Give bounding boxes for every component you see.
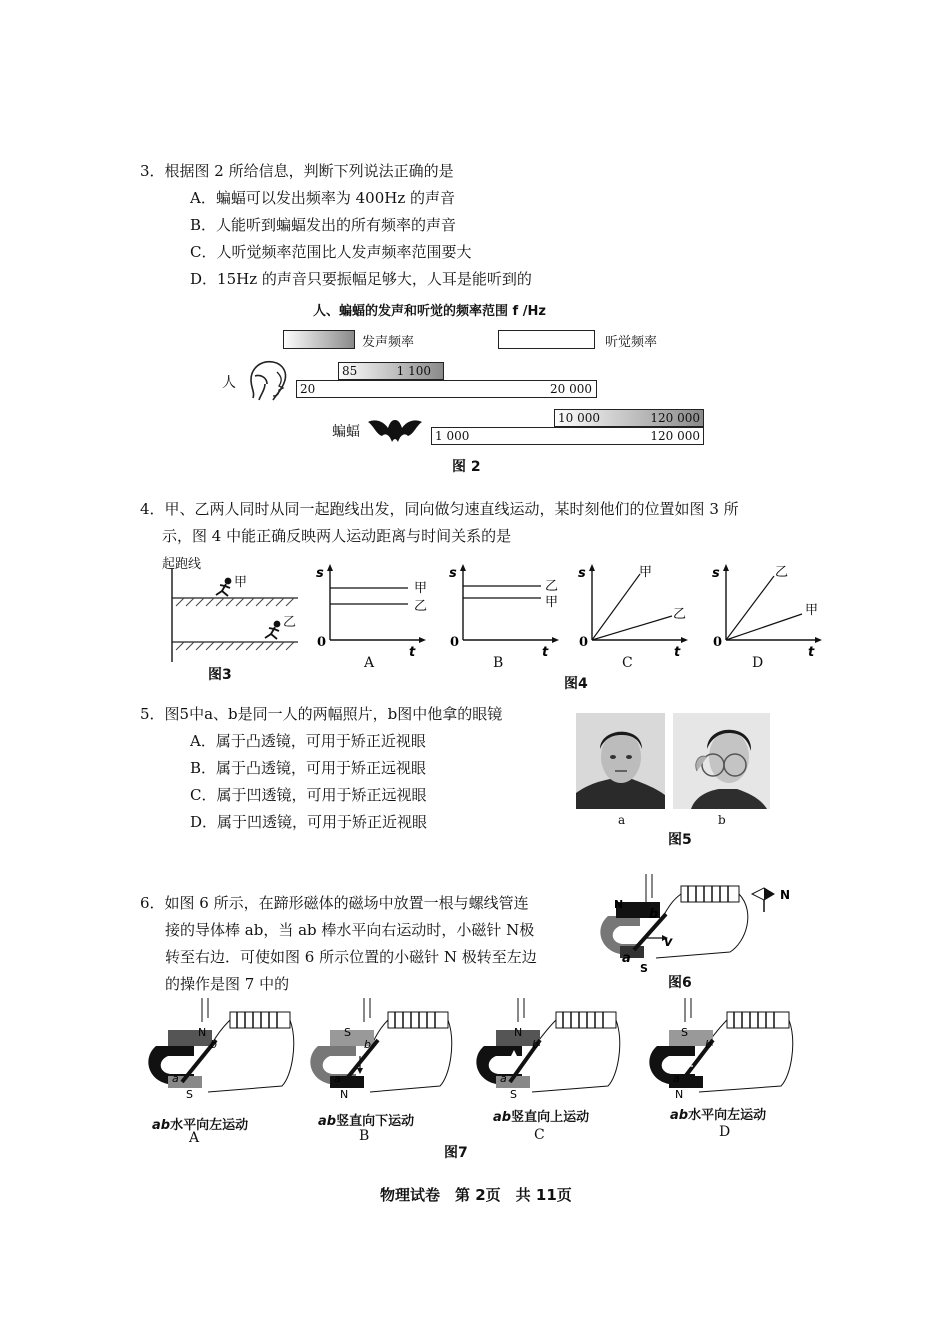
graph-c-letter: C	[622, 655, 633, 671]
fig7-setup-d	[643, 996, 803, 1100]
graph-b-origin: 0	[450, 635, 460, 650]
fig6-velocity: v	[664, 935, 673, 950]
fig7-b-desc	[318, 1110, 414, 1129]
bat-emit-min: 10 000	[558, 411, 600, 425]
fig7-b-desc-text: 竖直向下运动	[336, 1114, 415, 1129]
fig7-a-desc-ab: ab	[152, 1118, 171, 1133]
graph-c-origin: 0	[579, 635, 589, 650]
fig6-rod-b: b	[649, 907, 659, 922]
fig7-a-pole-s: S	[186, 1088, 193, 1100]
graph-d-upper-label: 乙	[775, 565, 789, 580]
legend-hear-label: 听觉频率	[605, 335, 658, 350]
photo-a	[576, 713, 665, 809]
human-emit-bar	[338, 362, 444, 380]
graph-c-axis-s: s	[578, 566, 586, 581]
q6-stem-line4: 的操作是图 7 中的	[165, 975, 290, 993]
fig7-setup-b	[304, 996, 464, 1100]
graph-d-line-shallow	[726, 614, 802, 640]
graph-c-lower-label: 乙	[673, 607, 687, 622]
fig7-caption: 图7	[444, 1145, 468, 1161]
graph-d	[706, 562, 826, 662]
graph-a-axis-t: t	[409, 645, 416, 660]
fig6-caption: 图6	[668, 975, 692, 991]
bat-hear-bar	[431, 427, 704, 445]
q5-option-a: A．属于凸透镜，可用于矫正近视眼	[190, 732, 426, 750]
fig7-a-desc	[152, 1114, 248, 1133]
q6-stem-line3: 转至右边．可使如图 6 所示位置的小磁针 N 极转至左边	[165, 948, 537, 966]
graph-c-axis-t: t	[674, 645, 681, 660]
q3-option-a: A．蝙蝠可以发出频率为 400Hz 的声音	[190, 189, 455, 207]
bat-hear-min: 1 000	[435, 429, 470, 443]
graph-b-axis-s: s	[449, 566, 457, 581]
fig7-setup-a	[142, 996, 302, 1100]
fig7-d-pole-s: S	[681, 1026, 688, 1039]
fig3-track	[160, 566, 300, 666]
q5-option-c: C．属于凹透镜，可用于矫正远视眼	[190, 786, 427, 804]
fig7-setup-c	[470, 996, 630, 1100]
fig7-d-rod-a: a	[673, 1072, 680, 1085]
fig7-d-letter: D	[719, 1124, 731, 1140]
fig3-start-label: 起跑线	[162, 557, 202, 572]
graph-b-axis-t: t	[542, 645, 549, 660]
q4-stem-line1: 4．甲、乙两人同时从同一起跑线出发，同向做匀速直线运动，某时刻他们的位置如图 3 所	[140, 500, 739, 518]
fig7-a-pole-n: N	[198, 1026, 207, 1039]
fig3-yi: 乙	[283, 615, 297, 630]
fig7-d-rod-b: b	[705, 1038, 712, 1051]
human-hear-max: 20 000	[550, 382, 592, 396]
q5-stem: 5．图5中a、b是同一人的两幅照片，b图中他拿的眼镜	[140, 705, 503, 723]
fig7-d-pole-n: N	[675, 1088, 684, 1100]
q3-stem: 3．根据图 2 所给信息，判断下列说法正确的是	[140, 162, 454, 180]
fig7-b-desc-ab: ab	[318, 1114, 337, 1129]
fig7-c-desc-ab: ab	[493, 1110, 512, 1125]
human-label: 人	[222, 375, 236, 391]
fig7-c-pole-s: S	[510, 1088, 517, 1100]
human-hear-bar	[296, 380, 597, 398]
graph-c	[572, 562, 692, 662]
photo-b-label: b	[718, 813, 726, 827]
fig7-c-rod-b: b	[532, 1038, 539, 1051]
bat-emit-max: 120 000	[650, 411, 700, 425]
graph-d-origin: 0	[713, 635, 723, 650]
fig6-compass-n: N	[780, 888, 791, 902]
legend-emit-swatch	[283, 330, 355, 349]
q4-stem-line2: 示，图 4 中能正确反映两人运动距离与时间关系的是	[162, 527, 512, 545]
q3-option-c: C．人听觉频率范围比人发声频率范围要大	[190, 243, 472, 261]
human-emit-max: 1 100	[396, 364, 431, 378]
fig7-b-letter: B	[359, 1128, 370, 1144]
fig7-c-pole-n: N	[514, 1026, 523, 1039]
legend-emit-label: 发声频率	[362, 335, 415, 350]
human-emit-min: 85	[342, 364, 358, 378]
fig7-c-rod-a: a	[500, 1072, 507, 1085]
graph-b-upper-label: 乙	[545, 579, 559, 594]
graph-c-upper-label: 甲	[639, 565, 653, 580]
graph-c-line-steep	[592, 574, 640, 640]
bat-hear-max: 120 000	[650, 429, 700, 443]
fig2-title: 人、蝙蝠的发声和听觉的频率范围 f /Hz	[313, 304, 546, 319]
bat-emit-bar	[554, 409, 704, 427]
fig3-jia: 甲	[234, 575, 248, 590]
fig7-b-rod-b: b	[364, 1038, 371, 1051]
graph-c-line-shallow	[592, 616, 672, 640]
fig7-b-pole-n: N	[340, 1088, 349, 1100]
fig7-d-desc-text: 水平向左运动	[688, 1108, 767, 1123]
fig6-pole-n: N	[614, 898, 624, 911]
fig2-caption: 图 2	[452, 459, 481, 475]
q5-option-d: D．属于凹透镜，可用于矫正近视眼	[190, 813, 428, 831]
fig6-pole-s: S	[640, 962, 648, 974]
graph-a-letter: A	[364, 655, 375, 671]
fig4-caption: 图4	[564, 676, 588, 692]
graph-d-axis-t: t	[808, 645, 815, 660]
q6-stem-line1: 6．如图 6 所示，在蹄形磁体的磁场中放置一根与螺线管连	[140, 894, 529, 912]
fig6-setup	[596, 872, 796, 974]
fig7-a-desc-text: 水平向左运动	[170, 1118, 249, 1133]
graph-a-axis-s: s	[316, 566, 324, 581]
fig7-c-letter: C	[534, 1127, 545, 1143]
fig7-a-rod-a: a	[172, 1072, 179, 1085]
fig7-b-rod-a: a	[334, 1072, 341, 1085]
photo-b	[673, 713, 770, 809]
fig7-c-desc-text: 竖直向上运动	[511, 1110, 590, 1125]
q6-stem-line2: 接的导体棒 ab，当 ab 棒水平向右运动时，小磁针 N极	[165, 921, 535, 939]
graph-b-lower-label: 甲	[545, 595, 559, 610]
q3-option-d: D．15Hz 的声音只要振幅足够大，人耳是能听到的	[190, 270, 532, 288]
fig7-d-desc-ab: ab	[670, 1108, 689, 1123]
fig7-b-pole-s: S	[344, 1026, 351, 1039]
q3-option-b: B．人能听到蝙蝠发出的所有频率的声音	[190, 216, 457, 234]
photo-a-label: a	[618, 813, 626, 827]
graph-a-upper-label: 甲	[414, 581, 428, 596]
page-footer: 物理试卷 第 2页 共 11页	[380, 1186, 572, 1204]
fig7-c-desc	[493, 1106, 589, 1125]
runner-yi-icon	[265, 622, 280, 640]
fig7-a-letter: A	[189, 1130, 200, 1146]
legend-hear-swatch	[498, 330, 595, 349]
graph-d-axis-s: s	[712, 566, 720, 581]
graph-a-lower-label: 乙	[414, 599, 428, 614]
fig6-rod-a: a	[622, 951, 631, 966]
graph-b-letter: B	[493, 655, 504, 671]
q5-option-b: B．属于凸透镜，可用于矫正远视眼	[190, 759, 427, 777]
fig5-caption: 图5	[668, 832, 692, 848]
fig7-d-desc	[670, 1104, 766, 1123]
bat-label: 蝙蝠	[332, 424, 360, 440]
fig7-a-rod-b: b	[210, 1038, 217, 1051]
graph-a	[310, 562, 430, 662]
human-hear-min: 20	[300, 382, 316, 396]
fig3-caption: 图3	[208, 667, 232, 683]
runner-jia-icon	[216, 579, 231, 597]
bat-icon	[366, 410, 424, 444]
graph-d-letter: D	[752, 655, 764, 671]
graph-d-line-steep	[726, 576, 774, 640]
graph-a-origin: 0	[317, 635, 327, 650]
graph-d-lower-label: 甲	[805, 603, 819, 618]
human-head-icon	[243, 358, 293, 404]
graph-b	[443, 562, 563, 662]
